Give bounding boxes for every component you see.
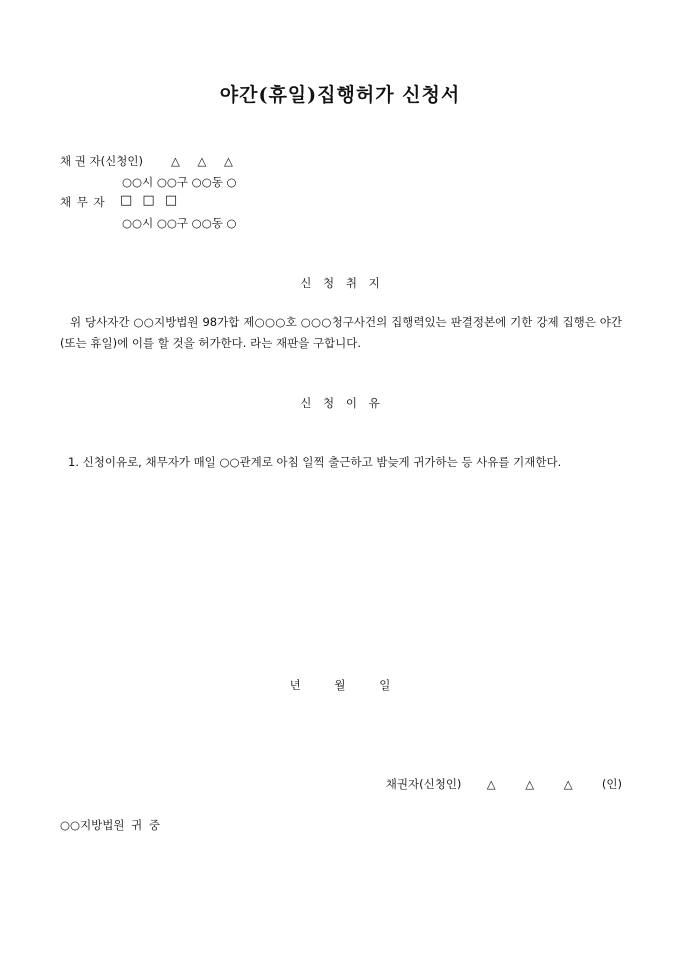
signature-name: △ △ △	[486, 777, 573, 791]
signature-line	[386, 776, 622, 792]
reason-heading: 신 청 이 유	[300, 396, 380, 410]
creditor-name: △ △ △	[171, 154, 233, 168]
debtor-name: □ □ □	[120, 193, 178, 208]
creditor-address: ○○시 ○○구 ○○동 ○	[122, 175, 237, 189]
signature-label: 채권자(신청인)	[385, 777, 462, 791]
debtor-label: 채 무 자	[60, 195, 106, 209]
debtor-address: ○○시 ○○구 ○○동 ○	[122, 216, 237, 230]
purpose-text: 위 당사자간 ○○지방법원 98가합 제○○○호 ○○○청구사건의 집행력있는 판결정본에 기한 강제 집행은 야간(또는 휴일)에 이를 할 것을 허가한다. 라는 재판을 구합니다.	[60, 315, 622, 350]
creditor-label: 채 권 자(신청인)	[60, 154, 143, 168]
seal-mark: (인)	[601, 777, 622, 791]
document-title: 야간(휴일)집행허가 신청서	[219, 84, 461, 106]
court-addressee: ○○지방법원 귀 중	[60, 818, 161, 832]
reason-item: 1. 신청이유로, 채무자가 매일 ○○관계로 아침 일찍 출근하고 밤늦게 귀가하는 등 사유를 기재한다.	[68, 455, 562, 469]
purpose-heading: 신 청 취 지	[300, 276, 380, 290]
date-line: 년 월 일	[289, 678, 391, 692]
